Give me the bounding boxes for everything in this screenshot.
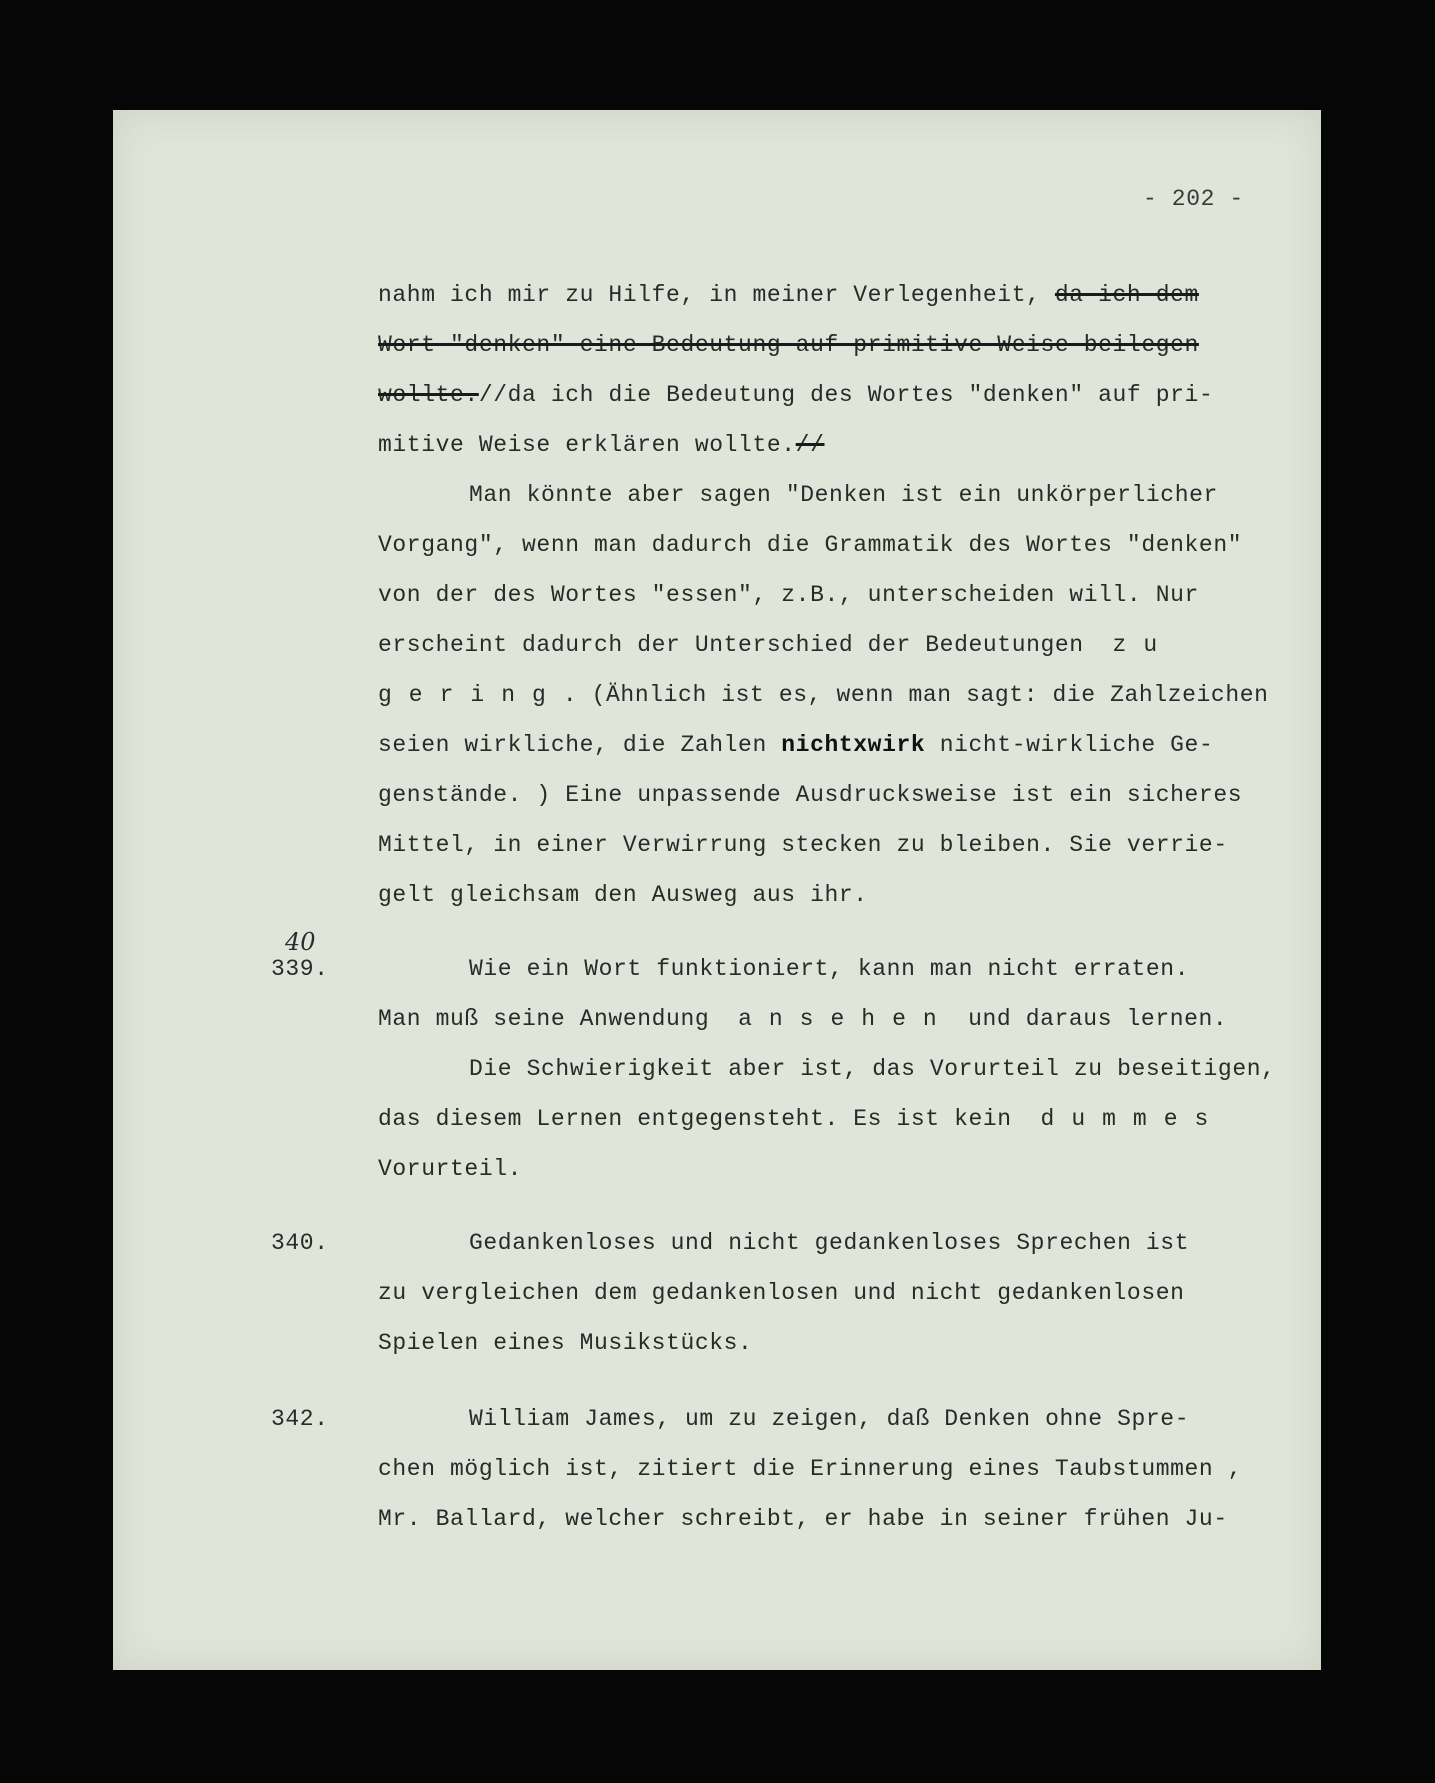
handwritten-number: 40 [285,928,316,956]
spaced-emphasis: dummes [1040,1106,1226,1132]
spaced-emphasis: ansehen [738,1006,954,1032]
text-line: genstände. ) Eine unpassende Ausdrucksweise ist ein sicheres [378,782,1243,808]
text-line: zu vergleichen dem gedankenlosen und nicht gedankenlosen [378,1280,1185,1306]
struck-text: nichtxwirk [781,732,926,758]
document-page [113,110,1321,1670]
spaced-emphasis: gering [378,682,563,708]
text-line: Spielen eines Musikstücks. [378,1330,753,1356]
text-line: das diesem Lernen entgegensteht. Es ist kein dummes [378,1106,1226,1132]
text-line: erscheint dadurch der Unterschied der Bedeutungen zu [378,632,1175,658]
section-number: 339. [271,956,329,982]
text-line [378,332,1199,358]
text-line: nahm ich mir zu Hilfe, in meiner Verlegenheit, da ich dem [378,282,1199,308]
text-line: William James, um zu zeigen, daß Denken ohne Spre- [469,1406,1190,1432]
text-line: gering. (Ähnlich ist es, wenn man sagt: die Zahlzeichen [378,682,1269,708]
text-line: Mr. Ballard, welcher schreibt, er habe in seiner frühen Ju- [378,1506,1228,1532]
text-line: Mittel, in einer Verwirrung stecken zu bleiben. Sie verrie- [378,832,1228,858]
text-line: wollte.//da ich die Bedeutung des Wortes "denken" auf pri- [378,382,1214,408]
page-number: - 202 - [1143,186,1244,212]
text-line: Wie ein Wort funktioniert, kann man nicht erraten. [469,956,1190,982]
section-number: 342. [271,1406,329,1432]
struck-text: Wort "denken" eine Bedeutung auf primitive Weise beilegen [378,332,1199,358]
section-number: 340. [271,1230,329,1256]
text-line: Vorgang", wenn man dadurch die Grammatik des Wortes "denken" [378,532,1243,558]
text-line: Vorurteil. [378,1156,523,1182]
struck-mark: // [795,432,825,458]
text-line: seien wirkliche, die Zahlen nichtxwirk nicht-wirkliche Ge- [378,732,1214,758]
text-line: Man muß seine Anwendung ansehen und daraus lernen. [378,1006,1228,1032]
text-line: Man könnte aber sagen "Denken ist ein unkörperlicher [469,482,1218,508]
text-line: gelt gleichsam den Ausweg aus ihr. [378,882,868,908]
text-line: chen möglich ist, zitiert die Erinnerung eines Taubstummen , [378,1456,1243,1482]
spaced-emphasis: zu [1112,632,1175,658]
text-line: mitive Weise erklären wollte.// [378,432,825,458]
text-line: Die Schwierigkeit aber ist, das Vorurteil zu beseitigen, [469,1056,1276,1082]
text-line: von der des Wortes "essen", z.B., unterscheiden will. Nur [378,582,1199,608]
text-line: Gedankenloses und nicht gedankenloses Sprechen ist [469,1230,1190,1256]
struck-text: da ich dem [1054,282,1199,308]
struck-text: wollte. [378,382,479,408]
